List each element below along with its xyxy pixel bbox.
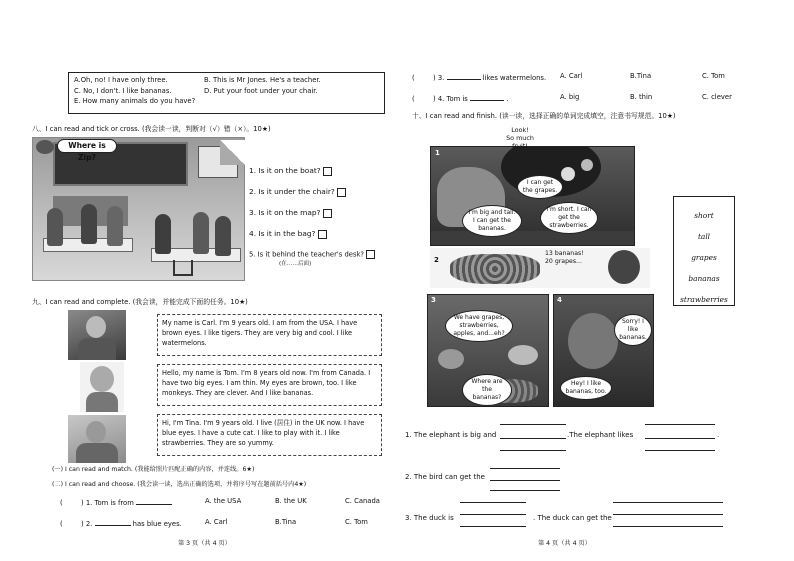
- page-curl: [220, 140, 245, 165]
- q9-2-text2: has blue eyes.: [132, 520, 182, 528]
- fruit: [561, 167, 575, 181]
- panel-number-1: 1: [435, 149, 440, 157]
- q9-2-text: 2.: [85, 520, 93, 528]
- photo-tina: [68, 415, 126, 463]
- section9-sub1: (一) I can read and match. (我能给照片匹配正确的内容，并连线。6★): [52, 466, 255, 473]
- bubble-big-tall: I'm big and tall. I can get the bananas.: [462, 205, 522, 237]
- fill-1-text-c: .: [717, 431, 720, 439]
- q4-blank[interactable]: [470, 93, 504, 101]
- q8-1: 1. Is it on the boat?: [249, 166, 321, 175]
- photo-carl: [68, 310, 126, 360]
- q4-option-b[interactable]: B. thin: [630, 93, 653, 101]
- q9-2-row: [60, 518, 390, 530]
- fill-1-text-a: 1. The elephant is big and: [405, 431, 497, 439]
- answer-box-4[interactable]: [318, 230, 327, 239]
- fill-1-blank-2[interactable]: [645, 438, 715, 439]
- q9-2-option-a[interactable]: A. Carl: [205, 518, 228, 526]
- q9-2-option-c[interactable]: C. Tom: [345, 518, 368, 526]
- fill-3-text-a: 3. The duck is: [405, 514, 454, 522]
- fill-1-blank[interactable]: [500, 438, 566, 439]
- word-tall: tall: [697, 232, 711, 241]
- right-footer: 第 4 页（共 4 页）: [538, 540, 591, 547]
- fill-3: [405, 502, 745, 528]
- bird: [508, 345, 538, 365]
- q3-text: 3.: [437, 74, 445, 82]
- answer-box-5[interactable]: [366, 250, 375, 259]
- q4-bracket: (: [412, 95, 415, 103]
- fill-1-text-b: .The elephant likes: [567, 431, 634, 439]
- q9-1-option-a[interactable]: A. the USA: [205, 497, 242, 505]
- panel-number-3: 3: [431, 296, 436, 304]
- answer-box-2[interactable]: [337, 188, 346, 197]
- fill-1-blank-bottom-2[interactable]: [645, 450, 715, 451]
- section8-questions: [249, 166, 394, 267]
- word-grapes: grapes: [691, 253, 717, 262]
- section9-title: 九、I can read and complete. (我会读，并能完成下面的任务。10★): [32, 298, 248, 306]
- q9-1-text: 1. Tom is from: [85, 499, 134, 507]
- fill-3-blank-bottom-2[interactable]: [613, 526, 723, 527]
- left-footer: 第 3 页（共 4 页）: [178, 540, 231, 547]
- bubble-short: I'm short. I can get the strawberries.: [540, 202, 598, 234]
- fill-2-blank[interactable]: [490, 480, 560, 481]
- duck: [438, 349, 464, 369]
- option-a: A.Oh, no! I have only three.: [74, 76, 168, 84]
- section9-sub2: (二) I can read and choose. (我会读一读，选出正确的选项，并将序号写在题前括号内4★): [52, 481, 307, 488]
- q3-bracket: (: [412, 74, 415, 82]
- classroom-image: [32, 137, 245, 281]
- q4-text2: .: [506, 95, 509, 103]
- student: [47, 208, 63, 246]
- behind-note: (在……后面): [279, 261, 312, 267]
- student: [155, 214, 171, 254]
- option-d: D. Put your foot under your chair.: [204, 86, 318, 95]
- panel-number-4: 4: [557, 296, 562, 304]
- options-box: [68, 72, 385, 114]
- fill-2-text-a: 2. The bird can get the: [405, 473, 485, 481]
- q4-bracket-close: ): [433, 95, 436, 103]
- bubble-sorry: Sorry! I like bananas.: [614, 314, 652, 346]
- q9-1-blank[interactable]: [136, 497, 172, 505]
- passage-carl: My name is Carl. I'm 9 years old. I am from the USA. I have brown eyes. I like tigers. They are very big and cool. I like watermelons.: [157, 314, 382, 356]
- student: [107, 206, 123, 246]
- fill-3-blank[interactable]: [460, 514, 526, 515]
- option-b: B. This is Mr Jones. He's a teacher.: [204, 76, 321, 84]
- q4-option-a[interactable]: A. big: [560, 93, 580, 101]
- bubble-look: Look! So much fruit!: [506, 126, 534, 150]
- q9-1-option-b[interactable]: B. the UK: [275, 497, 307, 505]
- fill-2-blank-top[interactable]: [490, 468, 560, 469]
- bubble-get-grapes: I can get the grapes.: [517, 175, 563, 199]
- fill-2-blank-bottom[interactable]: [490, 490, 560, 491]
- photo-tom: [80, 362, 124, 412]
- fruit: [581, 159, 593, 171]
- fruit-pile: [450, 254, 540, 284]
- bubble-hey: Hey! I like bananas, too.: [560, 376, 612, 400]
- student: [193, 212, 209, 254]
- q3-option-a[interactable]: A. Carl: [560, 72, 583, 80]
- q3-option-b[interactable]: B.Tina: [630, 72, 652, 80]
- q8-3: 3. Is it on the map?: [249, 208, 321, 217]
- fill-3-blank-2[interactable]: [613, 514, 723, 515]
- bubble-we-have: We have grapes, strawberries, apples, and...eh?: [445, 310, 513, 342]
- q3-blank[interactable]: [447, 72, 481, 80]
- bubble-where: Where are the bananas?: [462, 374, 512, 406]
- fill-1: [405, 424, 745, 464]
- student: [215, 216, 231, 256]
- q8-5: 5. Is it behind the teacher's desk?: [249, 250, 365, 259]
- word-short: short: [694, 211, 714, 220]
- fill-2: [405, 468, 745, 494]
- word-bank: [673, 196, 735, 306]
- q4-row: [412, 93, 742, 105]
- word-bananas: bananas: [688, 274, 720, 283]
- q9-2-bracket: (: [60, 520, 63, 528]
- fill-3-blank-top[interactable]: [460, 502, 526, 503]
- ground: [431, 231, 635, 246]
- q9-1-bracket: (: [60, 499, 63, 507]
- option-e: E. How many animals do you have?: [74, 97, 196, 105]
- q4-option-c[interactable]: C. clever: [702, 93, 732, 101]
- section8-title: 八、I can read and tick or cross. (我会读一读，判断对（√）错（×）。10★): [32, 125, 271, 133]
- passage-tom: Hello, my name is Tom. I'm 8 years old now. I'm from Canada. I have two big eyes. I am thin. My eyes are brown, too. I like monkeys. They are clever. And I like bananas.: [157, 364, 382, 406]
- q3-row: [412, 72, 742, 84]
- speech-bubble: Where is Zip?: [57, 139, 117, 153]
- chair: [173, 260, 193, 276]
- fill-3-blank-bottom[interactable]: [460, 526, 526, 527]
- q9-1-row: [60, 497, 390, 509]
- monkey: [608, 250, 640, 284]
- zip-squirrel: [36, 140, 54, 154]
- answer-box-3[interactable]: [323, 209, 332, 218]
- elephant: [568, 313, 618, 369]
- fill-1-blank-top-2[interactable]: [645, 424, 715, 425]
- q9-2-blank[interactable]: [95, 518, 131, 526]
- fill-3-text-b: . The duck can get the: [533, 514, 612, 522]
- q3-text2: likes watermelons.: [482, 74, 547, 82]
- word-strawberries: strawberries: [680, 295, 728, 304]
- q4-text: 4. Tom is: [437, 95, 468, 103]
- student: [81, 204, 97, 244]
- comic-panel-2: [430, 248, 650, 288]
- fill-3-blank-top-2[interactable]: [613, 502, 723, 503]
- q9-1-option-c[interactable]: C. Canada: [345, 497, 380, 505]
- q8-2: 2. Is it under the chair?: [249, 187, 335, 196]
- fill-1-blank-top[interactable]: [500, 424, 566, 425]
- q8-4: 4. Is it in the bag?: [249, 229, 316, 238]
- q9-2-option-b[interactable]: B.Tina: [275, 518, 297, 526]
- q3-bracket-close: ): [433, 74, 436, 82]
- passage-tina: Hi, I'm Tina. I'm 9 years old. I live (居住) in the UK now. I have blue eyes. I have a cute cat. I like to play with it. I like strawberries. They are so yummy.: [157, 414, 382, 456]
- panel-number-2: 2: [434, 256, 439, 264]
- option-c: C. No, I don't. I like bananas.: [74, 86, 172, 95]
- fill-1-blank-bottom[interactable]: [500, 450, 566, 451]
- section10-title: 十、I can read and finish. (读一读，选择正确的单词完成填空，注意书写规范。10★): [412, 112, 676, 120]
- q9-1-bracket-close: ): [81, 499, 84, 507]
- bubble-count: 13 bananas! 20 grapes...: [545, 250, 584, 265]
- q9-2-bracket-close: ): [81, 520, 84, 528]
- q3-option-c[interactable]: C. Tom: [702, 72, 725, 80]
- answer-box-1[interactable]: [323, 167, 332, 176]
